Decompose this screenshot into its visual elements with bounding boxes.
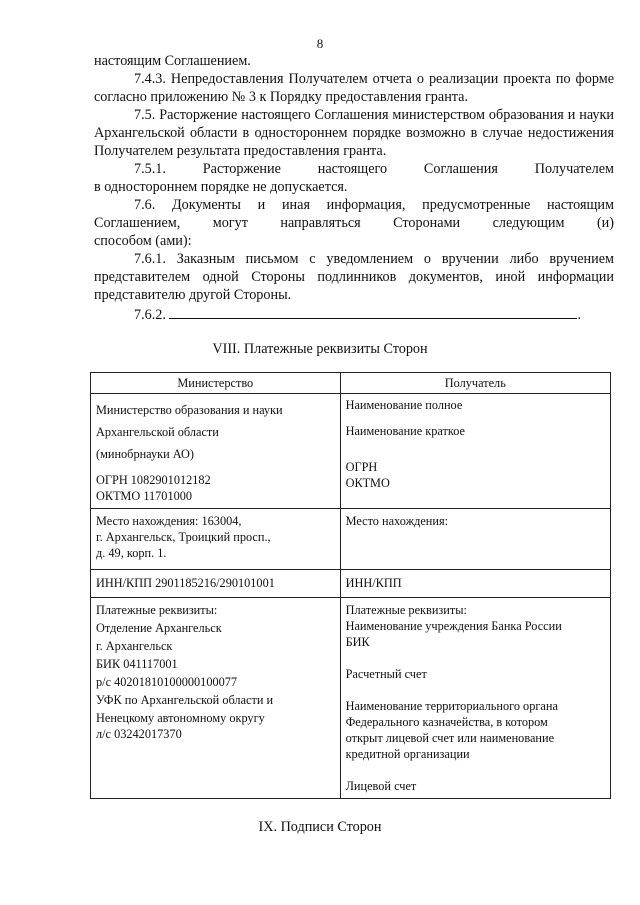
paragraph-7-5-1-line2: в одностороннем порядке не допускается. [94,179,348,195]
paragraph-7-6-2-end: . [577,307,582,323]
ministry-location-line1: Место нахождения: 163004, [96,514,242,528]
ministry-name-line2: Архангельской области [96,425,219,439]
recipient-bank-cell [340,598,610,799]
recipient-bank-line2: Наименование учреждения Банка России [345,619,562,633]
section-9-title: IX. Подписи Сторон [258,819,382,835]
recipient-bank-line7: открыт лицевой счет или наименование [345,731,555,745]
paragraph-7-6-line2: Соглашением, могут направляться Сторонами следующим (и) [94,215,614,231]
table-row-names [91,394,611,509]
paragraph-7-5: 7.5. Расторжение настоящего Соглашения министерством образования и науки Архангельской области в одностороннем порядке возможно в случае недостижения Получателем результата предоставления гранта. [94,107,614,159]
ministry-location-line2: г. Архангельск, Троицкий просп., [96,530,271,544]
ministry-bank-line5: р/с 40201810100000100077 [96,675,238,689]
ministry-bank-line7: Ненецкому автономному округу [96,711,265,725]
ministry-bank-line8: л/с 03242017370 [96,727,182,741]
recipient-bank-line1: Платежные реквизиты: [345,603,467,617]
ministry-location-cell [91,509,341,570]
recipient-bank-line9: Лицевой счет [345,779,417,793]
recipient-bank-line8: кредитной организации [345,747,470,761]
paragraph-7-6-1: 7.6.1. Заказным письмом с уведомлением о вручении либо вручением представителем одной Стороны подлинников документов, иной информации представителю другой Стороны. [94,251,614,303]
header-ministry: Министерство [91,373,341,394]
paragraph-continuation: настоящим Соглашением. [94,53,251,69]
recipient-bank-line4: Расчетный счет [345,667,427,681]
ministry-inn-kpp: ИНН/КПП 2901185216/290101001 [96,576,275,590]
recipient-inn-kpp-label: ИНН/КПП [345,576,402,590]
recipient-full-name-label: Наименование полное [345,398,463,412]
ministry-name-line1: Министерство образования и науки [96,403,283,417]
paragraph-7-6-2 [94,304,614,324]
paragraph-7-5-1-line1: 7.5.1. Расторжение настоящего Соглашения Получателем [134,161,614,177]
ministry-bank-line1: Платежные реквизиты: [96,603,218,617]
recipient-inn-cell [340,570,610,598]
agreement-text [94,52,614,324]
recipient-oktmo-label: ОКТМО [345,476,390,490]
ministry-name-cell [91,394,341,509]
section-8-title: VIII. Платежные реквизиты Сторон [212,341,428,357]
paragraph-7-6-line1: 7.6. Документы и иная информация, предусмотренные настоящим [134,197,614,213]
recipient-name-cell [340,394,610,509]
paragraph-7-6-line3: способом (ами): [94,233,192,249]
table-header-row [91,373,611,394]
ministry-bank-line6: УФК по Архангельской области и [96,693,274,707]
ministry-oktmo: ОКТМО 11701000 [96,489,193,503]
header-recipient: Получатель [340,373,610,394]
recipient-bank-line3: БИК [345,635,370,649]
table-row-bank [91,598,611,799]
ministry-bank-line4: БИК 041117001 [96,657,178,671]
recipient-bank-line6: Федерального казначейства, в котором [345,715,548,729]
recipient-location-cell [340,509,610,570]
page-number: 8 [316,36,324,51]
table-row-location [91,509,611,570]
ministry-location-line3: д. 49, корп. 1. [96,546,167,560]
table-row-inn [91,570,611,598]
payment-details-table [90,372,611,799]
ministry-ogrn: ОГРН 1082901012182 [96,473,211,487]
ministry-bank-cell [91,598,341,799]
ministry-inn-cell [91,570,341,598]
recipient-ogrn-label: ОГРН [345,460,378,474]
recipient-location-label: Место нахождения: [345,514,449,528]
ministry-bank-line2: Отделение Архангельск [96,621,222,635]
recipient-short-name-label: Наименование краткое [345,424,466,438]
ministry-bank-line3: г. Архангельск [96,639,173,653]
paragraph-7-6-2-label: 7.6.2. [134,307,166,323]
blank-fill-line [169,304,577,319]
recipient-bank-line5: Наименование территориального органа [345,699,558,713]
ministry-name-line3: (минобрнауки АО) [96,447,195,461]
paragraph-7-4-3: 7.4.3. Непредоставления Получателем отчета о реализации проекта по форме согласно приложению № 3 к Порядку предоставления гранта. [94,71,614,105]
